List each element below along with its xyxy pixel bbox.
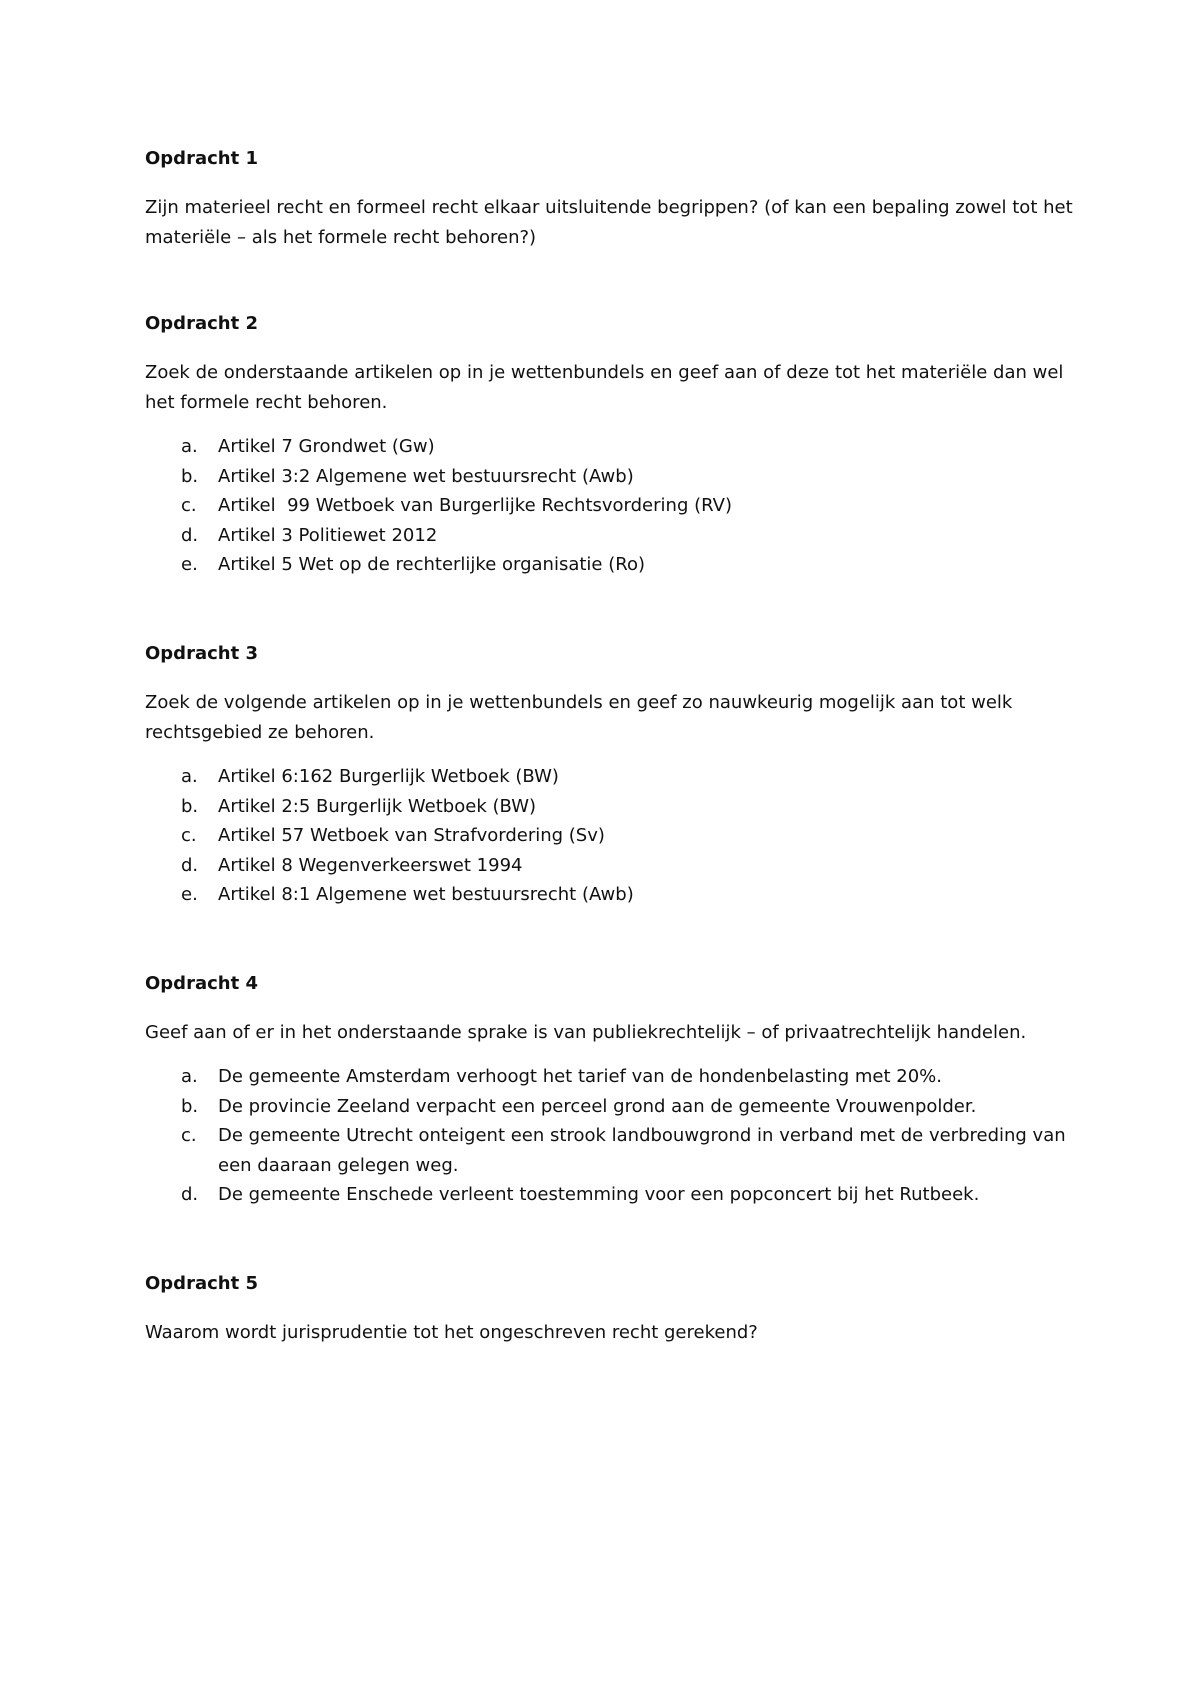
list-marker: d. (181, 1184, 199, 1205)
list-marker: c. (181, 825, 197, 846)
list-item (145, 821, 1075, 851)
list-marker: b. (181, 1095, 199, 1117)
assignment-list (145, 762, 1075, 910)
list-item-text: Artikel 5 Wet op de rechterlijke organisatie (Ro) (218, 554, 645, 575)
assignment-text: Zijn materieel recht en formeel recht elkaar uitsluitende begrippen? (of kan een bepaling zowel tot het materiële – als het formele recht behoren?) (145, 197, 1073, 248)
assignment-text: Geef aan of er in het onderstaande sprake is van publiekrechtelijk – of privaatrechtelijk handelen. (145, 1022, 1027, 1043)
assignment-heading: Opdracht 2 (145, 313, 258, 334)
list-item-text: Artikel 7 Grondwet (Gw) (218, 436, 435, 457)
list-item (145, 851, 1075, 881)
assignment-text: Zoek de volgende artikelen op in je wettenbundels en geef zo nauwkeurig mogelijk aan tot welk rechtsgebied ze behoren. (145, 692, 1013, 743)
list-item (145, 462, 1075, 492)
list-item (145, 1180, 1075, 1210)
list-marker: c. (181, 1125, 197, 1146)
assignment-text: Waarom wordt jurisprudentie tot het ongeschreven recht gerekend? (145, 1322, 758, 1343)
list-marker: d. (181, 524, 199, 546)
list-item-text: Artikel 8 Wegenverkeerswet 1994 (218, 854, 523, 876)
list-item (145, 550, 1075, 580)
list-item-text: Artikel 6:162 Burgerlijk Wetboek (BW) (218, 766, 559, 787)
assignment-1 (145, 148, 1075, 253)
list-marker: b. (181, 465, 199, 487)
list-item (145, 1062, 1075, 1092)
assignment-heading: Opdracht 3 (145, 643, 258, 664)
list-item-text: De gemeente Amsterdam verhoogt het tarief van de hondenbelasting met 20%. (218, 1066, 942, 1087)
list-item (145, 880, 1075, 910)
list-item (145, 792, 1075, 822)
list-item (145, 521, 1075, 551)
list-marker: d. (181, 854, 199, 876)
list-marker: e. (181, 884, 198, 905)
assignment-4 (145, 973, 1075, 1210)
assignment-3 (145, 643, 1075, 910)
list-item (145, 1121, 1075, 1180)
list-item (145, 1092, 1075, 1122)
assignment-text: Zoek de onderstaande artikelen op in je wettenbundels en geef aan of deze tot het materiële dan wel het formele recht behoren. (145, 362, 1064, 413)
list-marker: a. (181, 766, 198, 787)
assignment-heading: Opdracht 5 (145, 1273, 258, 1294)
list-marker: a. (181, 1066, 198, 1087)
list-item-text: Artikel 3:2 Algemene wet bestuursrecht (Awb) (218, 465, 634, 487)
list-marker: c. (181, 495, 197, 516)
list-item-text: De gemeente Enschede verleent toestemming voor een popconcert bij het Rutbeek. (218, 1184, 980, 1205)
list-item-text: Artikel 99 Wetboek van Burgerlijke Rechtsvordering (RV) (218, 495, 732, 516)
assignment-list (145, 1062, 1075, 1210)
assignment-heading: Opdracht 1 (145, 148, 258, 169)
list-item-text: De provincie Zeeland verpacht een perceel grond aan de gemeente Vrouwenpolder. (218, 1095, 977, 1117)
list-item-text: Artikel 3 Politiewet 2012 (218, 524, 438, 546)
list-item-text: Artikel 8:1 Algemene wet bestuursrecht (Awb) (218, 884, 634, 905)
list-item-text: Artikel 2:5 Burgerlijk Wetboek (BW) (218, 795, 537, 817)
assignment-2 (145, 313, 1075, 580)
list-marker: a. (181, 436, 198, 457)
assignment-5 (145, 1273, 1075, 1348)
list-item (145, 762, 1075, 792)
list-item (145, 432, 1075, 462)
assignment-heading: Opdracht 4 (145, 973, 258, 994)
list-marker: e. (181, 554, 198, 575)
list-marker: b. (181, 795, 199, 817)
assignment-list (145, 432, 1075, 580)
list-item (145, 491, 1075, 521)
list-item-text: Artikel 57 Wetboek van Strafvordering (Sv) (218, 825, 605, 846)
list-item-text: De gemeente Utrecht onteigent een strook landbouwgrond in verband met de verbreding van een daaraan gelegen weg. (218, 1125, 1066, 1176)
